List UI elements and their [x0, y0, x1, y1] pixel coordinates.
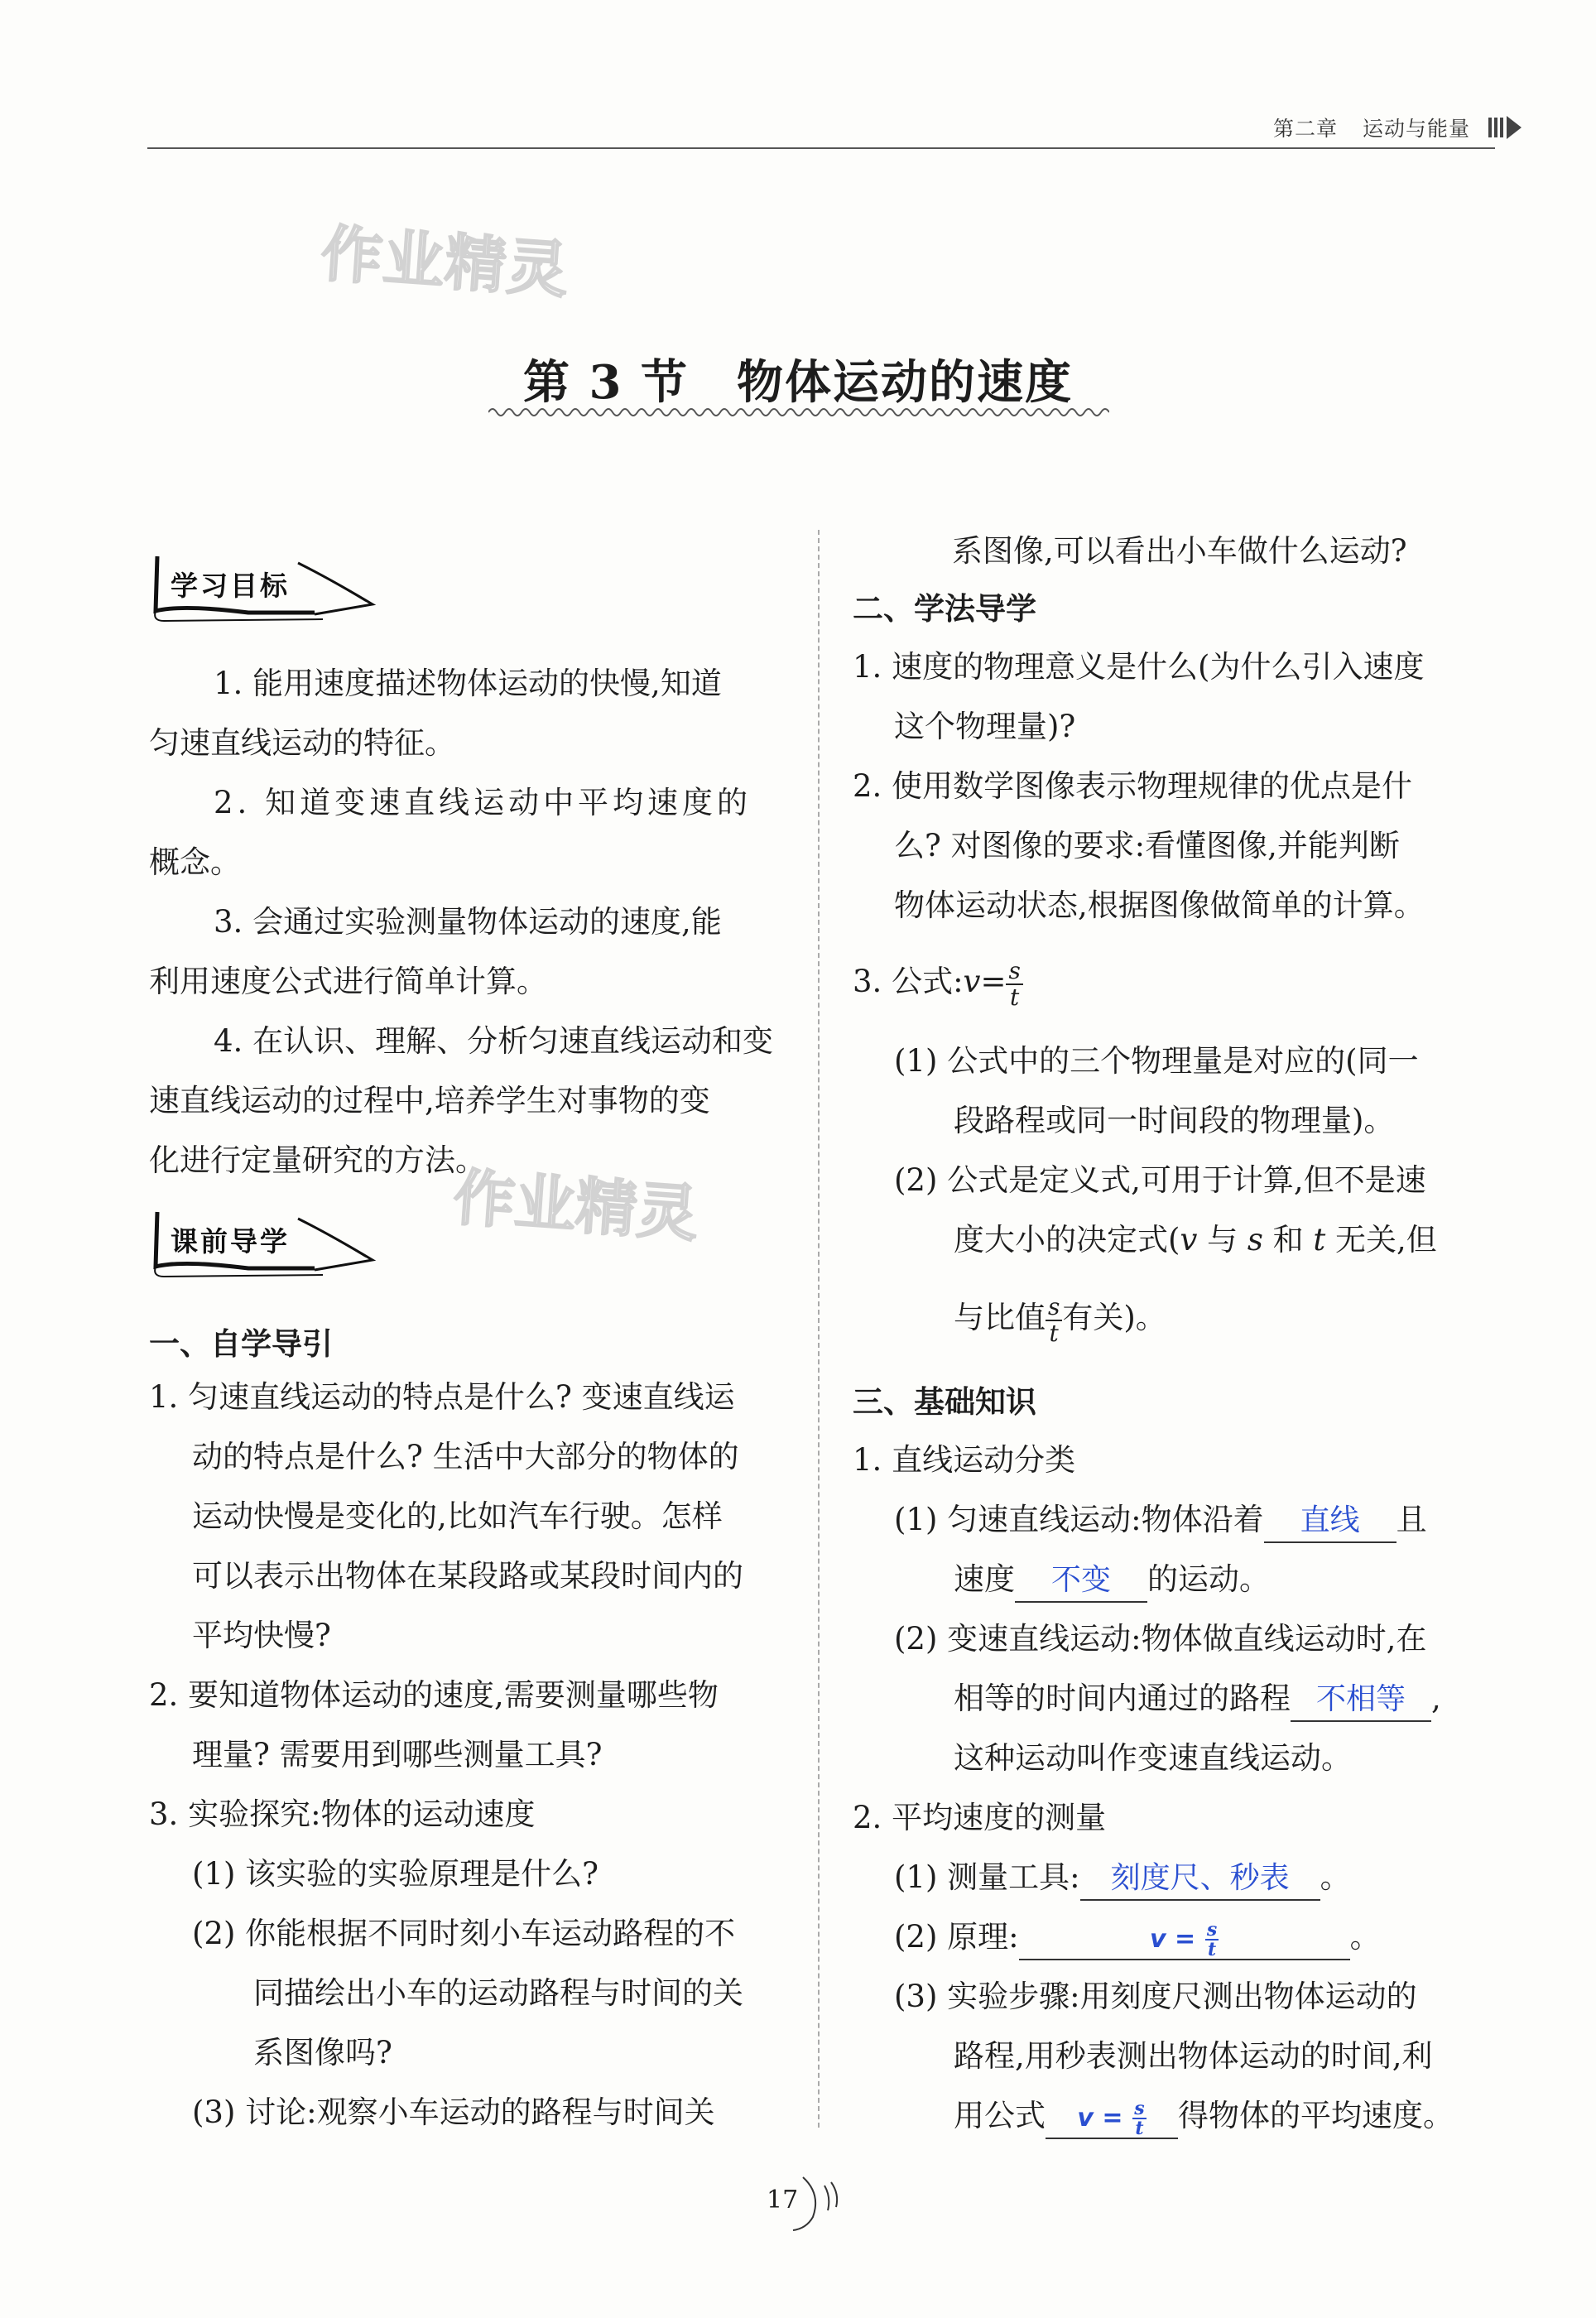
ratio-numerator: s — [1046, 1295, 1062, 1321]
formula-numerator: s — [1006, 959, 1022, 985]
text-run: 的运动。 — [1147, 1561, 1270, 1597]
var-v: v — [1180, 1222, 1198, 1258]
answer-text: 刻度尺、秒表 — [1110, 1861, 1290, 1895]
watermark-middle: 作业精灵 — [450, 1161, 701, 1251]
answer-formula: v = — [1077, 2104, 1123, 2133]
text-run: 度大小的决定式( — [954, 1222, 1180, 1258]
answer-denominator: t — [1135, 2117, 1144, 2139]
badge-learning-goals — [149, 546, 397, 629]
text-run: 相等的时间内通过的路程 — [954, 1681, 1291, 1716]
answer-blank-1[interactable] — [1264, 1498, 1396, 1543]
question-1-cont1: 动的特点是什么? 生活中大部分的物体的 — [192, 1439, 739, 1474]
method-3-formula — [853, 952, 1023, 1012]
method-3-1-cont: 段路程或同一时间段的物理量)。 — [954, 1103, 1395, 1138]
chapter-title: 运动与能量 — [1363, 117, 1471, 141]
text-run: 用公式 — [954, 2098, 1046, 2133]
answer-text: 不相等 — [1315, 1682, 1406, 1716]
page-number: 17 — [767, 2186, 799, 2215]
basics-1-2-cont2: 这种运动叫作变速直线运动。 — [954, 1740, 1352, 1776]
text-run: (1) 测量工具: — [894, 1859, 1080, 1895]
question-3-2-cont1: 同描绘出小车的运动路程与时间的关 — [253, 1975, 743, 2011]
badge-label: 课前导学 — [171, 1225, 290, 1258]
heading-basics: 三、基础知识 — [853, 1384, 1036, 1420]
question-3-2-cont2: 系图像吗? — [253, 2035, 392, 2070]
answer-numerator: s — [1134, 2097, 1145, 2119]
text-run: , — [1431, 1681, 1441, 1716]
answer-fraction — [1205, 1918, 1219, 1960]
formula-equals: = — [980, 964, 1007, 999]
text-run: 速度 — [954, 1561, 1015, 1597]
answer-blank-4[interactable] — [1080, 1856, 1320, 1901]
answer-blank-6[interactable] — [1046, 2094, 1178, 2139]
goal-4-cont1: 速直线运动的过程中,培养学生对事物的变 — [149, 1083, 710, 1118]
text-run: 。 — [1320, 1859, 1351, 1895]
method-2-cont2: 物体运动状态,根据图像做简单的计算。 — [894, 887, 1425, 923]
var-s: s — [1247, 1222, 1263, 1258]
column-divider — [818, 530, 820, 2128]
text-run: 与比值 — [954, 1300, 1046, 1335]
text-run: 和 — [1262, 1222, 1314, 1258]
method-1-cont: 这个物理量)? — [894, 709, 1076, 744]
basics-1-2: (2) 变速直线运动:物体做直线运动时,在 — [894, 1621, 1427, 1657]
answer-blank-3[interactable] — [1291, 1677, 1431, 1722]
formula-denominator: t — [1010, 983, 1020, 1011]
page-title: 第 3 节 物体运动的速度 — [523, 355, 1073, 410]
text-run: 。 — [1349, 1919, 1381, 1955]
header-rule — [147, 147, 1495, 149]
basics-2-2 — [894, 1907, 1381, 1967]
goal-3: 3. 会通过实验测量物体运动的速度,能 — [214, 904, 722, 940]
method-3-2-cont2 — [954, 1288, 1166, 1348]
goal-1: 1. 能用速度描述物体运动的快慢,知道 — [214, 666, 722, 701]
basics-2-3: (3) 实验步骤:用刻度尺测出物体运动的 — [894, 1979, 1417, 2014]
answer-text: 直线 — [1300, 1503, 1360, 1537]
basics-1-1-cont — [954, 1550, 1270, 1609]
ratio-denominator: t — [1049, 1319, 1059, 1347]
basics-2-3-cont2 — [954, 2086, 1454, 2146]
text-run: (2) 原理: — [894, 1919, 1019, 1955]
heading-self-study: 一、自学导引 — [149, 1326, 333, 1362]
question-2-cont: 理量? 需要用到哪些测量工具? — [192, 1737, 603, 1772]
method-3-2-cont1 — [954, 1210, 1437, 1270]
text-run: 且 — [1396, 1502, 1427, 1537]
header-arrow-icon — [1488, 111, 1530, 144]
method-3-1: (1) 公式中的三个物理量是对应的(同一 — [894, 1043, 1419, 1079]
heading-method: 二、学法导学 — [853, 591, 1036, 627]
question-3-3: (3) 讨论:观察小车运动的路程与时间关 — [192, 2094, 715, 2130]
title-underline — [488, 404, 1109, 421]
goal-3-cont: 利用速度公式进行简单计算。 — [149, 964, 547, 999]
answer-numerator: s — [1206, 1918, 1218, 1940]
goal-4: 4. 在认识、理解、分析匀速直线运动和变 — [214, 1023, 774, 1059]
formula-v: v — [963, 964, 981, 999]
answer-blank-5[interactable] — [1019, 1916, 1350, 1960]
badge-label: 学习目标 — [171, 570, 290, 602]
basics-1-2-cont1 — [954, 1669, 1441, 1729]
watermark-top: 作业精灵 — [318, 218, 572, 307]
text-run: (1) 匀速直线运动:物体沿着 — [894, 1502, 1264, 1537]
formula-fraction — [1006, 956, 1022, 1011]
question-3-2: (2) 你能根据不同时刻小车运动路程的不 — [192, 1916, 736, 1951]
question-3: 3. 实验探究:物体的运动速度 — [149, 1796, 536, 1832]
running-header — [1273, 113, 1470, 142]
text-run: 得物体的平均速度。 — [1178, 2098, 1454, 2133]
badge-preview — [149, 1202, 397, 1285]
answer-formula: v = — [1149, 1925, 1196, 1954]
goal-4-cont2: 化进行定量研究的方法。 — [149, 1142, 486, 1178]
basics-1: 1. 直线运动分类 — [853, 1442, 1076, 1478]
goal-1-cont: 匀速直线运动的特征。 — [149, 725, 455, 761]
text-run: 与 — [1197, 1222, 1247, 1258]
basics-2-1 — [894, 1848, 1351, 1907]
question-1: 1. 匀速直线运动的特点是什么? 变速直线运 — [149, 1379, 735, 1415]
method-2: 2. 使用数学图像表示物理规律的优点是什 — [853, 768, 1413, 804]
question-3-3-cont: 系图像,可以看出小车做什么运动? — [952, 533, 1407, 569]
question-1-cont3: 可以表示出物体在某段路或某段时间内的 — [192, 1558, 743, 1594]
basics-1-1 — [894, 1490, 1427, 1550]
answer-fraction — [1132, 2099, 1146, 2138]
var-t: t — [1313, 1222, 1326, 1258]
question-2: 2. 要知道物体运动的速度,需要测量哪些物 — [149, 1677, 719, 1713]
method-3-2: (2) 公式是定义式,可用于计算,但不是速 — [894, 1162, 1426, 1198]
goal-2: 2. 知道变速直线运动中平均速度的 — [214, 785, 752, 820]
text-run: 无关,但 — [1325, 1222, 1437, 1258]
goal-2-cont: 概念。 — [149, 844, 241, 880]
answer-blank-2[interactable] — [1015, 1558, 1147, 1603]
text-run: 有关)。 — [1062, 1300, 1166, 1335]
question-1-cont2: 运动快慢是变化的,比如汽车行驶。怎样 — [192, 1498, 723, 1534]
method-3-label: 3. 公式: — [853, 964, 964, 999]
answer-denominator: t — [1208, 1938, 1217, 1960]
method-2-cont1: 么? 对图像的要求:看懂图像,并能判断 — [894, 828, 1400, 863]
chapter-number: 第二章 — [1273, 117, 1339, 141]
page-number-ornament-icon — [745, 2169, 861, 2235]
basics-2: 2. 平均速度的测量 — [853, 1800, 1107, 1835]
answer-text: 不变 — [1050, 1563, 1111, 1597]
question-3-1: (1) 该实验的实验原理是什么? — [192, 1856, 599, 1892]
basics-2-3-cont1: 路程,用秒表测出物体运动的时间,利 — [954, 2038, 1433, 2074]
ratio-fraction — [1046, 1292, 1062, 1347]
question-1-cont4: 平均快慢? — [192, 1618, 331, 1653]
method-1: 1. 速度的物理意义是什么(为什么引入速度 — [853, 649, 1425, 685]
